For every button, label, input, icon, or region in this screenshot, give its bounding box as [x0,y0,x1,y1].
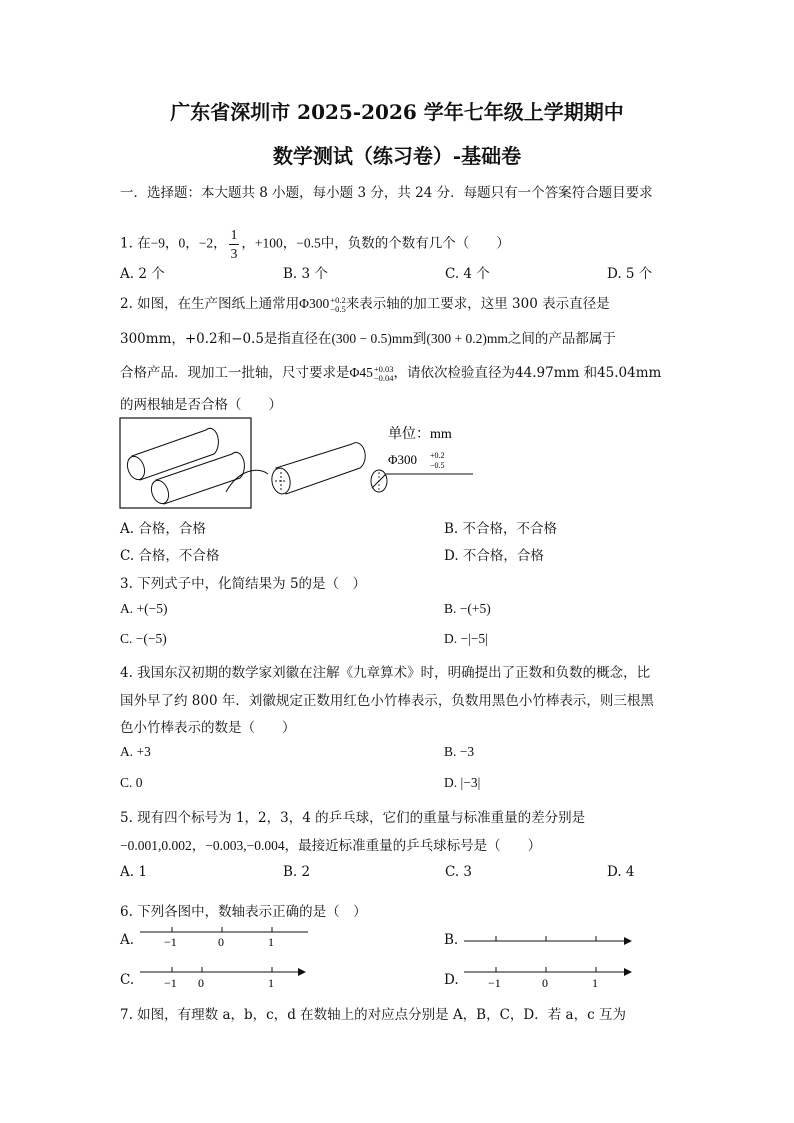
q2-tolerance [330,296,345,314]
q2-option-a: A. 合格，合格 [120,521,206,537]
question-3-stem: 3. 下列式子中，化简结果为 5的是（ ） [120,576,367,592]
q4-option-d: D. |−3| [444,775,481,790]
figure-tol-up: +0.2 [430,451,445,460]
q1-frac-num: 1 [229,228,240,245]
q6c-tick-1: 1 [268,976,274,990]
question-5-line2 [120,834,541,854]
q1-option-c: C. 4 个 [445,266,490,282]
q4-option-b: B. −3 [444,744,475,759]
section-header: 一．选择题：本大题共 8 小题，每小题 3 分，共 24 分．每题只有一个答案符合题目要求 [120,185,653,201]
q2-l2-b: 之间的产品都属于 [507,331,616,347]
figure-phi-label: Φ300 [388,452,418,467]
q2-l3-b: ，请依次检验直径为44.97mm 和45.04mm [393,365,662,381]
q6a-tick-0: 0 [218,935,224,949]
q2-phi45: Φ45 [349,365,373,380]
q2-option-c: C. 合格，不合格 [120,548,220,564]
q3-option-d: D. −|−5| [444,631,488,646]
question-2-line1 [120,292,610,314]
q6d-tick-neg1: −1 [488,976,501,990]
q6c-tick-0: 0 [198,976,204,990]
q2-phi300: Φ300 [299,296,330,311]
q6a-tick-neg1: −1 [164,935,177,949]
q2-tol45-down: −0.04 [373,372,394,383]
q6d-tick-1: 1 [592,976,598,990]
q1-option-b: B. 3 个 [283,266,328,282]
q1-prefix: 1. 在 [120,235,151,252]
q2-l3-a: 合格产品．现加工一批轴，尺寸要求是 [120,365,350,381]
question-2-line3 [120,361,661,383]
q5-option-d: D. 4 [607,864,635,880]
q2-text-b: 来表示轴的加工要求，这里 300 表示直径是 [345,296,610,312]
q6d-tick-0: 0 [542,976,548,990]
single-shaft [270,443,365,496]
section-view [371,470,473,492]
q2-range-high: (300 + 0.2)mm [426,331,508,346]
figure-unit-label: 单位：mm [388,427,452,442]
q1-fraction [229,228,240,260]
q6-number-line-a [138,924,313,950]
question-7-line1: 7. 如图，有理数 a，b，c，d 在数轴上的对应点分别是 A，B，C，D．若 a，c 互为 [120,1007,626,1023]
q4-option-a: A. +3 [120,744,151,759]
q6-number-line-c [138,962,313,992]
q1-suffix: 中，负数的个数有几个（ ） [320,235,510,252]
q4-option-c: C. 0 [120,775,143,790]
q2-tol45-up: +0.03 [373,363,394,374]
q1-numbers: −9，0，−2， [150,235,227,251]
q6a-tick-1: 1 [268,935,274,949]
page-title: 广东省深圳市 2025-2026 学年七年级上学期期中 [170,100,624,124]
question-4-line2: 国外早了约 800 年．刘徽规定正数用红色小竹棒表示，负数用黑色小竹棒表示，则三根黑 [120,693,654,709]
question-1-stem [120,228,510,260]
q5-option-c: C. 3 [445,864,473,880]
figure-tol-down: −0.5 [430,461,445,470]
q6-number-line-d [462,962,640,992]
q5-option-a: A. 1 [120,864,147,880]
q2-tol-up: +0.2 [330,294,346,305]
q6-option-a-label: A. [120,932,135,948]
q2-l2-a: 300mm，+0.2和−0.5是指直径在 [120,331,332,347]
q6-option-d-label: D. [444,972,459,988]
q6c-tick-neg1: −1 [164,976,177,990]
q5-differences: −0.001,0.002，−0.003,−0.004 [120,838,285,853]
q3-option-c: C. −(−5) [120,631,167,646]
q6-option-b-label: B. [444,932,459,948]
q1-numbers-rest: ，+100，−0.5 [241,235,321,251]
page-subtitle: 数学测试（练习卷）-基础卷 [272,144,522,168]
question-4-line1: 4. 我国东汉初期的数学家刘徽在注解《九章算术》时，明确提出了正数和负数的概念，比 [120,665,651,681]
q3-option-b: B. −(+5) [444,601,491,616]
question-6-stem: 6. 下列各图中，数轴表示正确的是（ ） [120,904,367,920]
q2-l2-to: 到 [412,331,427,347]
q5-option-b: B. 2 [283,864,311,880]
q2-range-low: (300 − 0.5)mm [331,331,413,346]
question-5-line1: 5. 现有四个标号为 1，2，3，4 的乒乓球，它们的重量与标准重量的差分别是 [120,810,586,826]
q2-option-b: B. 不合格，不合格 [444,521,558,537]
q1-frac-den: 3 [230,245,238,261]
q6-number-line-b [462,932,640,952]
q2-tolerance-45 [374,365,394,383]
question-2-line4: 的两根轴是否合格（ ） [120,397,282,413]
q2-shaft-figure [118,416,498,512]
shaft-pair [124,428,244,506]
q2-tol-down: −0.5 [330,303,346,314]
q5-line2-rest: ，最接近标准重量的乒乓球标号是（ ） [284,838,542,854]
question-4-line3: 色小竹棒表示的数是（ ） [120,720,296,736]
q2-option-d: D. 不合格，合格 [444,548,544,564]
question-2-line2 [120,327,616,347]
q3-option-a: A. +(−5) [120,601,168,616]
q2-text-a: 2. 如图，在生产图纸上通常用 [120,296,300,312]
q6-option-c-label: C. [120,972,135,988]
q1-option-d: D. 5 个 [607,266,653,282]
q1-option-a: A. 2 个 [120,266,165,282]
